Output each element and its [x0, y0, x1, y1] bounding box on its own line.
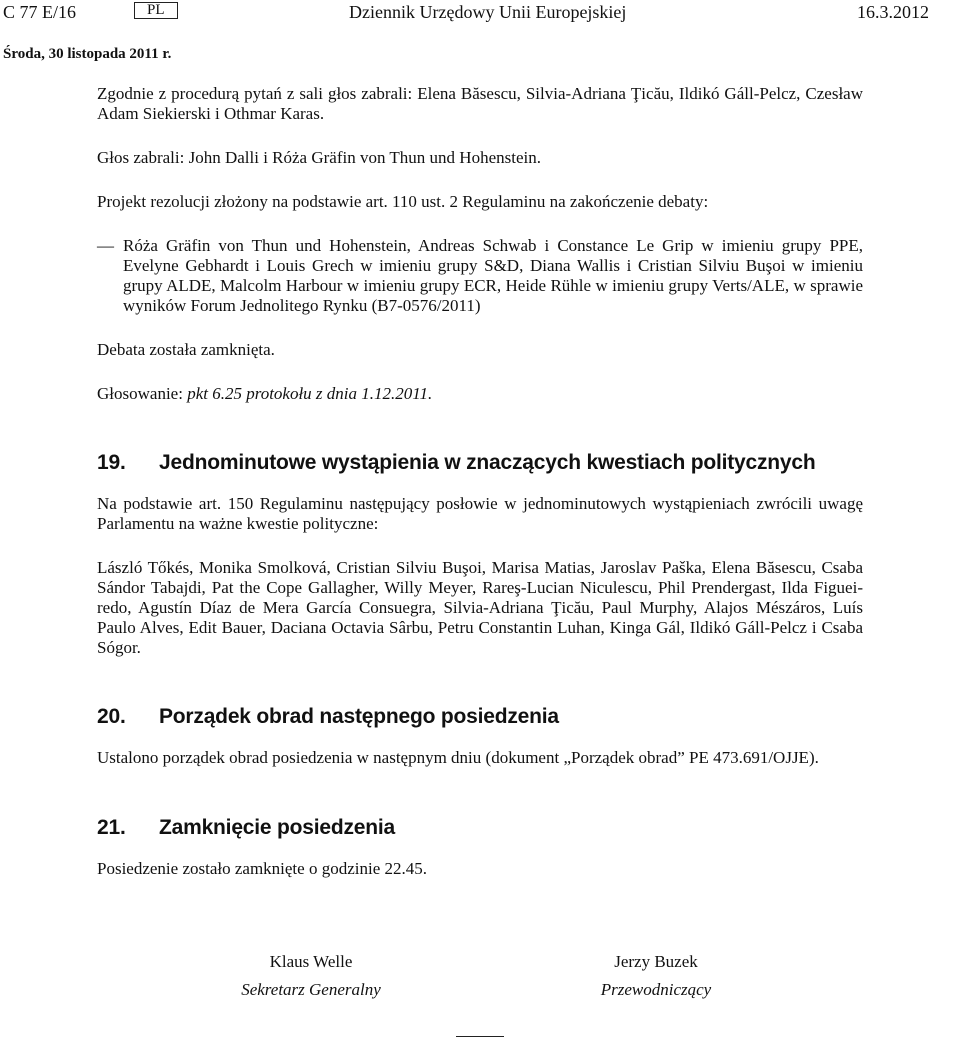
- dash-bullet: —: [97, 236, 114, 255]
- signatory-name: Klaus Welle: [269, 952, 353, 971]
- paragraph-vote: [97, 384, 863, 404]
- section-20-body: Ustalono porządek obrad posiedzenia w następnym dniu (dokument „Porządek obrad” PE 473.691/OJJE).: [97, 748, 819, 767]
- paragraph-questions: Zgodnie z procedurą pytań z sali głos zabrali: Elena Băsescu, Silvia-Adriana Ţicău, Ildikó Gáll-Pelcz, Czesław Adam Siekierski i Othmar Karas.: [97, 84, 863, 123]
- language-badge: PL: [134, 2, 178, 19]
- paragraph-resolution: Projekt rezolucji złożony na podstawie art. 110 ust. 2 Regulaminu na zakończenie debaty:: [97, 192, 709, 211]
- signature-president: [576, 952, 736, 1000]
- journal-reference: C 77 E/16: [3, 2, 77, 22]
- resolution-text: Róża Gräfin von Thun und Hohenstein, Andreas Schwab i Constance Le Grip w imieniu grupy PPE, Evelyne Gebhardt i Louis Grech w imieniu grupy S&D, Diana Wallis i Cristian Silviu Buşoi w imieniu grupy ALDE, Malcolm Harbour w imieniu grupy ECR, Heide Rühle w imieniu grupy Verts/ALE, w sprawie wyników Forum Jednolitego Rynku (B7-0576/2011): [123, 236, 863, 315]
- section-21-title: Zamknięcie posiedzenia: [159, 816, 396, 839]
- section-20-number: 20.: [97, 705, 126, 728]
- section-21-number: 21.: [97, 816, 126, 839]
- issue-date: 16.3.2012: [857, 2, 929, 22]
- signatory-role: Przewodniczący: [600, 980, 712, 999]
- section-19-number: 19.: [97, 451, 126, 474]
- section-19-title: Jednominutowe wystąpienia w znaczących kwestiach politycznych: [159, 451, 816, 474]
- section-19-names: László Tőkés, Monika Smolková, Cristian Silviu Buşoi, Marisa Matias, Jaroslav Paška, Elena Băsescu, Csaba Sándor Tabajdi, Pat the Cope Gallagher, Willy Meyer, Rareş-Lucian Niculescu, Phil Prendergast, Ilda Figuei- redo, Agustín Díaz de Mera García Consuegra, Silvia-Adriana Ţicău, Paul Murphy, Alajos Mészáros, Luís Paulo Alves, Edit Bauer, Daciana Octavia Sârbu, Petru Constantin Luhan, Kinga Gál, Ildikó Gáll-Pelcz i Csaba Sógor.: [97, 558, 863, 657]
- vote-label: Głosowanie:: [97, 384, 188, 403]
- signatory-role: Sekretarz Generalny: [241, 980, 381, 999]
- sitting-date: Środa, 30 listopada 2011 r.: [3, 46, 172, 62]
- vote-reference: pkt 6.25 protokołu z dnia 1.12.2011.: [187, 384, 433, 403]
- signature-secretary: [231, 952, 391, 1000]
- resolution-item: [97, 236, 863, 316]
- footer-rule: [456, 1036, 504, 1037]
- paragraph-debate-closed: Debata została zamknięta.: [97, 340, 275, 359]
- paragraph-speakers: Głos zabrali: John Dalli i Róża Gräfin von Thun und Hohenstein.: [97, 148, 541, 167]
- journal-title: Dziennik Urzędowy Unii Europejskiej: [349, 2, 627, 22]
- section-21-body: Posiedzenie zostało zamknięte o godzinie 22.45.: [97, 859, 427, 878]
- section-19-intro: Na podstawie art. 150 Regulaminu następujący posłowie w jednominutowych wystąpieniach zwrócili uwagę Parlamentu na ważne kwestie polityczne:: [97, 494, 863, 533]
- section-20-title: Porządek obrad następnego posiedzenia: [159, 705, 559, 728]
- signatory-name: Jerzy Buzek: [614, 952, 698, 971]
